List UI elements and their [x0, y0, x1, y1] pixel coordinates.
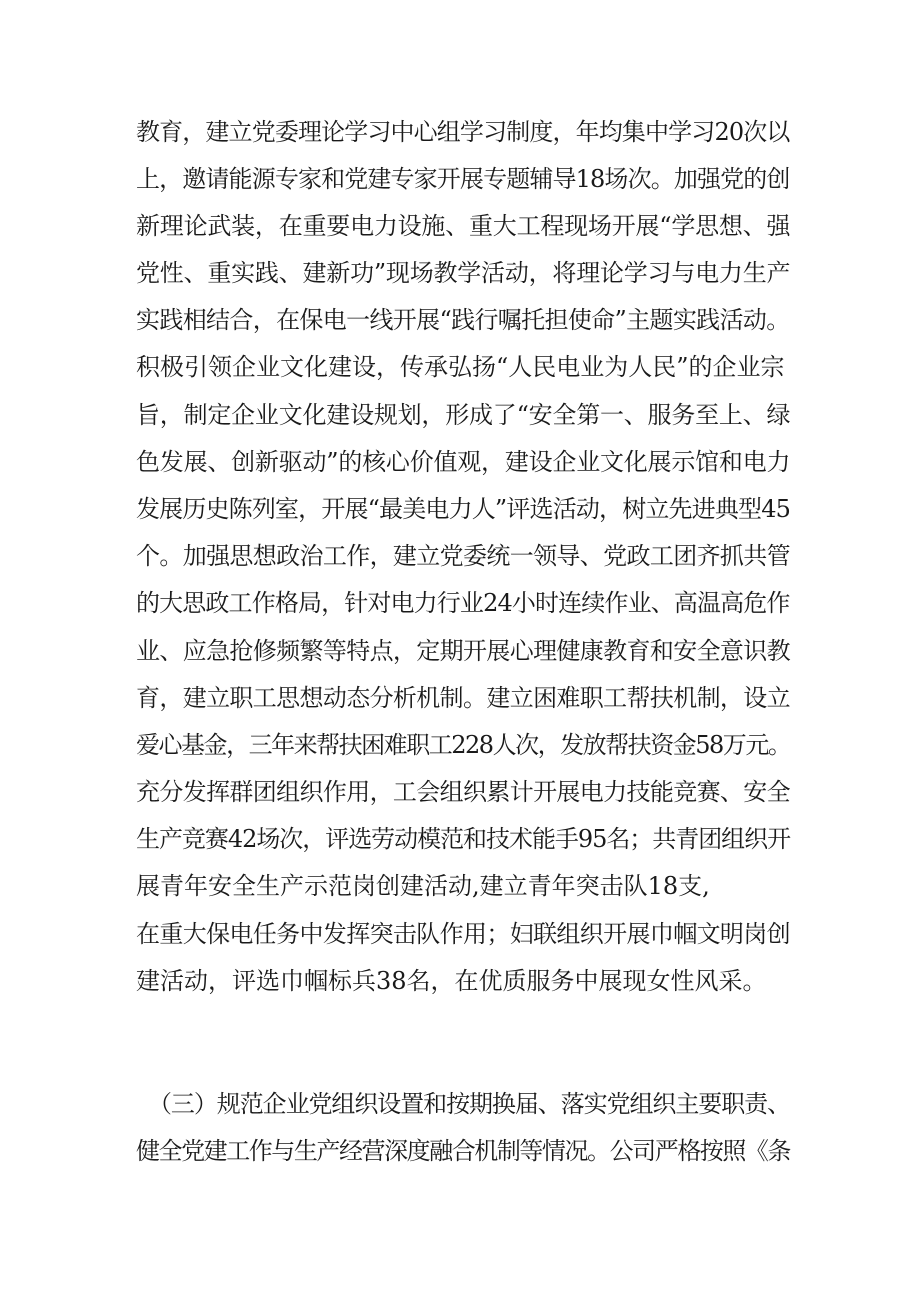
- paragraph-line: 展青年安全生产示范岗创建活动,建立青年突击队18支,: [136, 872, 710, 900]
- paragraph-line: 建活动，评选巾帼标兵38名，在优质服务中展现女性风采。: [136, 967, 767, 995]
- paragraph-line: 党性、重实践、建新功”现场教学活动，将理论学习与电力生产: [136, 259, 791, 287]
- paragraph-line: 生产竞赛42场次，评选劳动模范和技术能手95名；共青团组织开: [136, 825, 791, 853]
- section-heading-line: （三）规范企业党组织设置和按期换届、落实党组织主要职责、: [148, 1090, 790, 1118]
- paragraph-line: 实践相结合，在保电一线开展“践行嘱托担使命”主题实践活动。: [136, 306, 790, 334]
- paragraph-line: 业、应急抢修频繁等特点，定期开展心理健康教育和安全意识教: [136, 637, 790, 665]
- paragraph-line: 积极引领企业文化建设，传承弘扬“人民电业为人民”的企业宗: [136, 353, 785, 381]
- paragraph-line: 在重大保电任务中发挥突击队作用；妇联组织开展巾帼文明岗创: [136, 920, 790, 948]
- paragraph-line: 发展历史陈列室，开展“最美电力人”评选活动，树立先进典型45: [136, 495, 791, 523]
- paragraph-line: 上，邀请能源专家和党建专家开展专题辅导18场次。加强党的创: [136, 165, 790, 193]
- paragraph-line: 教育，建立党委理论学习中心组学习制度，年均集中学习20次以: [136, 118, 790, 146]
- paragraph-line: 爱心基金，三年来帮扶困难职工228人次，发放帮扶资金58万元。: [136, 731, 791, 759]
- paragraph-line: 充分发挥群团组织作用，工会组织累计开展电力技能竞赛、安全: [136, 778, 790, 806]
- paragraph-line: 育，建立职工思想动态分析机制。建立困难职工帮扶机制，设立: [136, 684, 790, 712]
- paragraph-line: 旨，制定企业文化建设规划，形成了“安全第一、服务至上、绿: [136, 401, 791, 429]
- paragraph-line: 色发展、创新驱动”的核心价值观，建设企业文化展示馆和电力: [136, 448, 791, 476]
- paragraph-line: 的大思政工作格局，针对电力行业24小时连续作业、高温高危作: [136, 589, 790, 617]
- paragraph-line: 新理论武装，在重要电力设施、重大工程现场开展“学思想、强: [136, 212, 791, 240]
- paragraph-line: 个。加强思想政治工作，建立党委统一领导、党政工团齐抓共管: [136, 542, 790, 570]
- paragraph-line: 健全党建工作与生产经营深度融合机制等情况。公司严格按照《条: [136, 1137, 790, 1165]
